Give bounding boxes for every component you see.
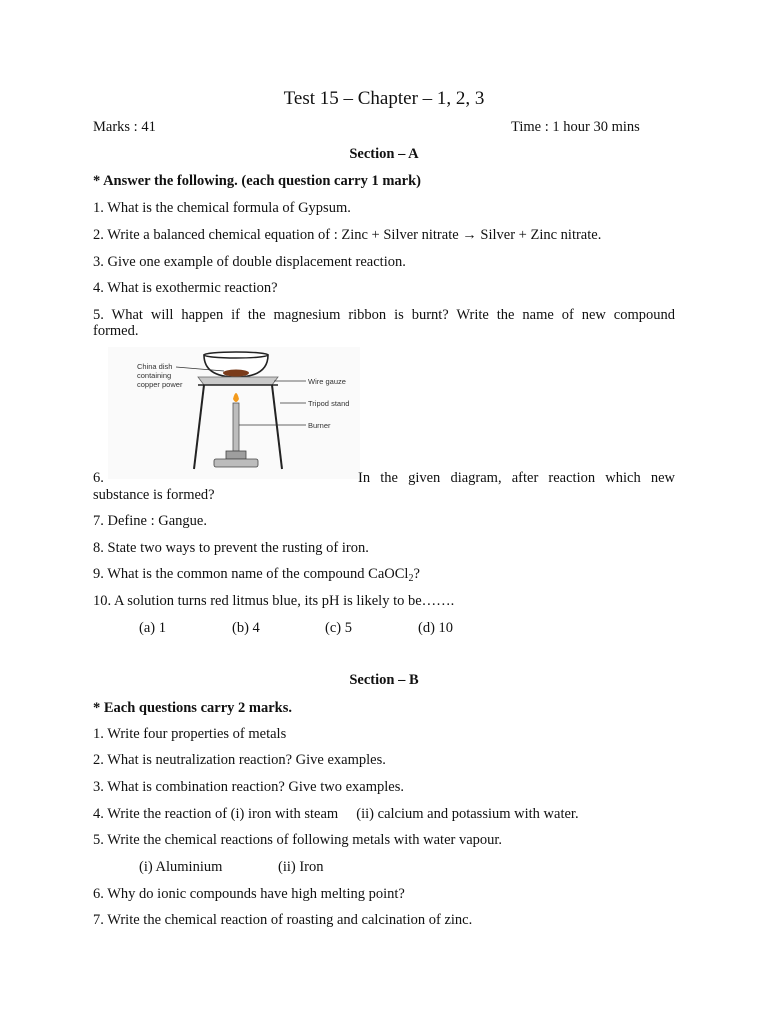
heating-apparatus-diagram xyxy=(108,347,360,479)
section-a-instruction: * Answer the following. (each question carry 1 mark) xyxy=(93,173,421,189)
option-b: (b) 4 xyxy=(232,620,260,636)
option-iron: (ii) Iron xyxy=(278,859,324,875)
question-a5-line2: formed. xyxy=(93,323,139,339)
section-b-heading: Section – B xyxy=(349,672,419,688)
question-a4: 4. What is exothermic reaction? xyxy=(93,280,278,296)
question-a3: 3. Give one example of double displacement reaction. xyxy=(93,254,406,270)
question-a1: 1. What is the chemical formula of Gypsum. xyxy=(93,200,351,216)
label-china-dish-2: containing xyxy=(137,371,172,380)
question-a7: 7. Define : Gangue. xyxy=(93,513,207,529)
question-a9-end: ? xyxy=(413,566,420,582)
copper-powder-shape xyxy=(223,370,249,377)
question-a9-text: 9. What is the common name of the compound CaOCl xyxy=(93,566,409,582)
section-a-heading: Section – A xyxy=(349,146,419,162)
question-b6: 6. Why do ionic compounds have high melting point? xyxy=(93,886,405,902)
section-b-instruction: * Each questions carry 2 marks. xyxy=(93,700,292,716)
question-a6-number: 6. xyxy=(93,470,104,486)
option-a: (a) 1 xyxy=(139,620,166,636)
burner-tube xyxy=(233,403,239,451)
question-b7: 7. Write the chemical reaction of roasting and calcination of zinc. xyxy=(93,912,473,928)
page-title: Test 15 – Chapter – 1, 2, 3 xyxy=(283,88,485,109)
wire-gauze-shape xyxy=(198,377,278,385)
question-a5-line1: 5. What will happen if the magnesium ribbon is burnt? Write the name of new compound xyxy=(93,307,675,323)
option-d: (d) 10 xyxy=(418,620,454,636)
question-a10: 10. A solution turns red litmus blue, its pH is likely to be……. xyxy=(93,593,455,609)
question-b4: 4. Write the reaction of (i) iron with steam (ii) calcium and potassium with water. xyxy=(93,806,579,822)
time-allowed: Time : 1 hour 30 mins xyxy=(511,119,640,135)
burner-base xyxy=(214,459,258,467)
total-marks: Marks : 41 xyxy=(93,119,156,135)
question-a2: 2. Write a balanced chemical equation of : Zinc + Silver nitrate → Silver + Zinc nitrate. xyxy=(93,227,602,243)
label-china-dish-3: copper power xyxy=(137,380,183,389)
option-aluminium: (i) Aluminium xyxy=(139,859,223,875)
question-a8: 8. State two ways to prevent the rusting of iron. xyxy=(93,540,369,556)
question-b3: 3. What is combination reaction? Give two examples. xyxy=(93,779,404,795)
label-tripod-stand: Tripod stand xyxy=(308,399,350,408)
question-b5: 5. Write the chemical reactions of following metals with water vapour. xyxy=(93,832,503,848)
label-burner: Burner xyxy=(308,421,331,430)
question-a9 xyxy=(93,566,420,583)
option-c: (c) 5 xyxy=(325,620,352,636)
question-a6-line1: In the given diagram, after reaction which new xyxy=(358,470,675,486)
question-a9-subscript: 2 xyxy=(408,573,414,584)
question-b1: 1. Write four properties of metals xyxy=(93,726,287,742)
question-a6-line2: substance is formed? xyxy=(93,487,215,503)
label-wire-gauze: Wire gauze xyxy=(308,377,346,386)
label-china-dish-1: China dish xyxy=(137,362,173,371)
question-b2: 2. What is neutralization reaction? Give examples. xyxy=(93,752,386,768)
